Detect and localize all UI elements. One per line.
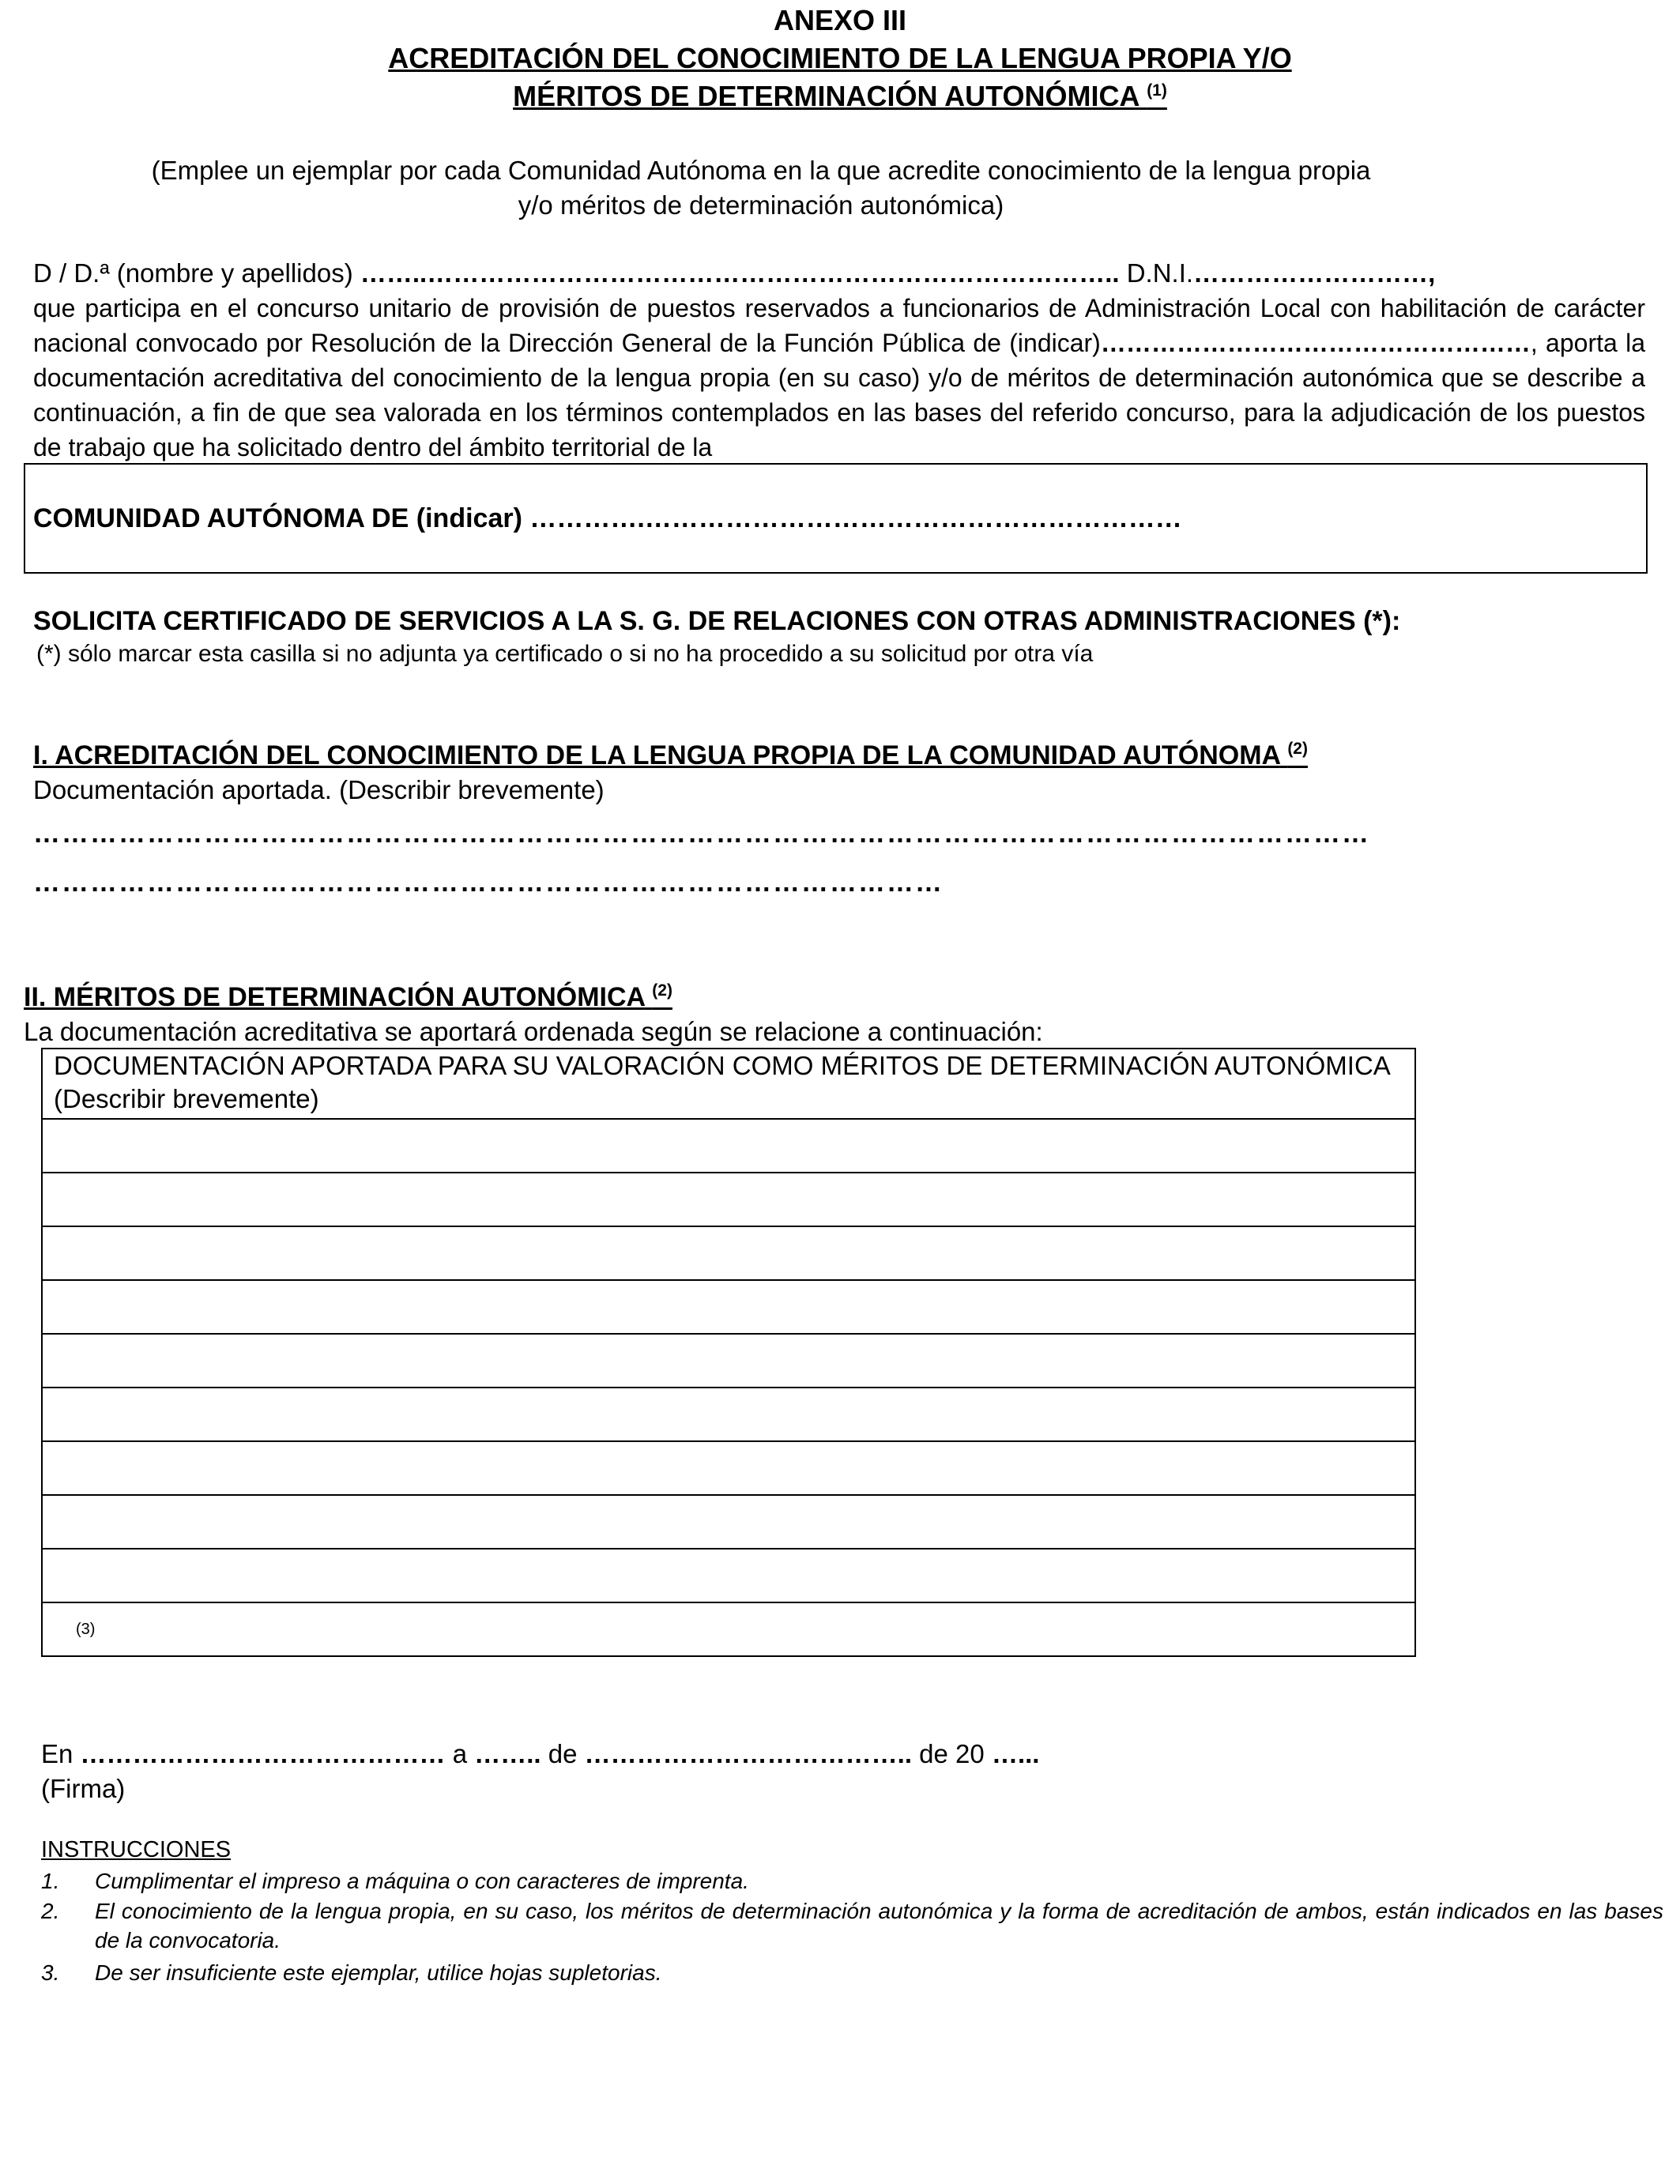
section2-title — [24, 980, 672, 1015]
section1-field-line2[interactable]: …………………………………………………………………………………… — [33, 868, 944, 898]
instruction-number: 3. — [41, 1960, 60, 1985]
section1-title — [33, 738, 1308, 773]
merits-table-header — [42, 1049, 1415, 1119]
instruction-text: De ser insuficiente este ejemplar, utilice hojas supletorias. — [95, 1960, 662, 1985]
document-title-line1 — [0, 43, 1680, 74]
instruction-item-1 — [0, 1866, 1680, 1896]
community-line — [33, 501, 1182, 536]
merits-entry-cell[interactable] — [42, 1173, 1415, 1226]
merits-entry-cell[interactable] — [42, 1334, 1415, 1388]
merits-footer-cell[interactable] — [42, 1602, 1415, 1656]
merits-header-line1: DOCUMENTACIÓN APORTADA PARA SU VALORACIÓN COMO MÉRITOS DE DETERMINACIÓN AUTONÓMICA — [54, 1051, 1391, 1080]
merits-entry-cell[interactable] — [42, 1388, 1415, 1441]
section1-title-label: I. ACREDITACIÓN DEL CONOCIMIENTO DE LA LENGUA PROPIA DE LA COMUNIDAD AUTÓNOMA — [33, 740, 1280, 770]
merits-entry-cell[interactable] — [42, 1226, 1415, 1280]
merits-footnote-ref: (3) — [76, 1620, 96, 1638]
usage-note-line2: y/o méritos de determinación autonómica) — [518, 190, 1004, 220]
table-row[interactable] — [42, 1119, 1415, 1173]
merits-entry-cell[interactable] — [42, 1119, 1415, 1173]
merits-entry-cell[interactable] — [42, 1441, 1415, 1495]
statement-part1: que participa en el concurso unitario de provisión de puestos reservados a funcionarios de Administración Local con habilitación de carácter nacional convocado por Resolución de la Dirección General de la Función Pública de (indicar) — [33, 294, 1645, 357]
name-field-dots[interactable]: ……..…………………………………………………………………….. — [360, 258, 1120, 288]
certificate-request-note: (*) sólo marcar esta casilla si no adjunta ya certificado o si no ha procedido a su solicitud por otra vía — [36, 641, 1094, 667]
community-label: COMUNIDAD AUTÓNOMA DE (indicar) — [33, 503, 522, 533]
section2-title-label: II. MÉRITOS DE DETERMINACIÓN AUTONÓMICA — [24, 982, 645, 1012]
document-title-line2 — [0, 81, 1680, 112]
section1-field-line1[interactable]: …………………………………………………………………………………………………………………………… — [33, 819, 1370, 849]
day-label: a — [452, 1739, 468, 1768]
signature-label: (Firma) — [41, 1774, 126, 1803]
place-label: En — [41, 1739, 73, 1768]
merits-table-header-row — [42, 1049, 1415, 1119]
place-field-dots[interactable]: …………………………………… — [80, 1739, 446, 1768]
table-row[interactable] — [42, 1280, 1415, 1334]
year-label: de 20 — [919, 1739, 985, 1768]
name-label: D / D.ª (nombre y apellidos) — [33, 258, 353, 288]
dni-field-dots[interactable]: ………………………, — [1193, 258, 1436, 288]
applicant-statement — [33, 291, 1645, 465]
title-line1-text: ACREDITACIÓN DEL CONOCIMIENTO DE LA LENGUA PROPIA Y/O — [388, 42, 1292, 74]
merits-header-line2: (Describir brevemente) — [54, 1084, 319, 1113]
instruction-item-2 — [0, 1896, 1680, 1956]
merits-entry-cell[interactable] — [42, 1549, 1415, 1602]
merits-table — [41, 1048, 1416, 1657]
table-row[interactable] — [42, 1173, 1415, 1226]
signature-place-date-line — [41, 1737, 1039, 1772]
year-field-dots[interactable]: …... — [991, 1739, 1040, 1768]
table-row[interactable] — [42, 1388, 1415, 1441]
title-footnote-ref: (1) — [1147, 81, 1167, 100]
dni-label: D.N.I. — [1126, 258, 1194, 288]
section2-subtitle: La documentación acreditativa se aportará ordenada según se relacione a continuación: — [24, 1017, 1043, 1046]
usage-note-line1: (Emplee un ejemplar por cada Comunidad Autónoma en la que acredite conocimiento de la lengua propia — [151, 156, 1371, 185]
merits-entry-cell[interactable] — [42, 1495, 1415, 1549]
table-row[interactable] — [42, 1334, 1415, 1388]
merits-entry-cell[interactable] — [42, 1280, 1415, 1334]
title-line2-label: MÉRITOS DE DETERMINACIÓN AUTONÓMICA — [513, 80, 1139, 112]
day-field-dots[interactable]: …….. — [474, 1739, 541, 1768]
title-line2-text — [513, 80, 1167, 112]
table-row[interactable] — [42, 1549, 1415, 1602]
instruction-number: 2. — [41, 1899, 60, 1923]
applicant-name-line — [33, 256, 1435, 291]
instruction-text: El conocimiento de la lengua propia, en su caso, los méritos de determinación autonómica y la forma de acreditación de ambos, están indicados en las bases de la convocatoria. — [95, 1899, 1663, 1952]
community-field-dots[interactable]: ………….…………………………………………………… — [529, 503, 1182, 533]
certificate-request-title[interactable]: SOLICITA CERTIFICADO DE SERVICIOS A LA S. G. DE RELACIONES CON OTRAS ADMINISTRACIONES (*): — [33, 606, 1401, 636]
instructions-title: INSTRUCCIONES — [41, 1837, 232, 1862]
month-label: de — [548, 1739, 578, 1768]
section2-title-text — [24, 982, 672, 1012]
table-row[interactable] — [42, 1495, 1415, 1549]
section1-subtitle: Documentación aportada. (Describir brevemente) — [33, 775, 605, 804]
annex-label: ANEXO III — [773, 4, 907, 36]
table-row[interactable] — [42, 1441, 1415, 1495]
month-field-dots[interactable]: ……………………………….. — [584, 1739, 912, 1768]
section1-footnote-ref: (2) — [1287, 740, 1308, 758]
section2-footnote-ref: (2) — [652, 981, 672, 1000]
resolution-field-dots[interactable]: …………………………………………… — [1100, 329, 1531, 357]
section1-title-text — [33, 740, 1308, 770]
instruction-item-3 — [0, 1958, 1680, 1988]
table-row[interactable] — [42, 1226, 1415, 1280]
statement-part2: , aporta la documentación acreditativa del conocimiento de la lengua propia (en su caso) y/o de méritos de determinación autonómica que se describe a continuación, a fin de que sea valorada en los términos contemplados en las bases del referido concurso, para la adjudicación de los puestos de trabajo que ha solicitado dentro del ámbito territorial de la — [33, 329, 1646, 461]
instruction-number: 1. — [41, 1869, 60, 1893]
table-row[interactable] — [42, 1602, 1415, 1656]
instruction-text: Cumplimentar el impreso a máquina o con caracteres de imprenta. — [95, 1869, 749, 1893]
